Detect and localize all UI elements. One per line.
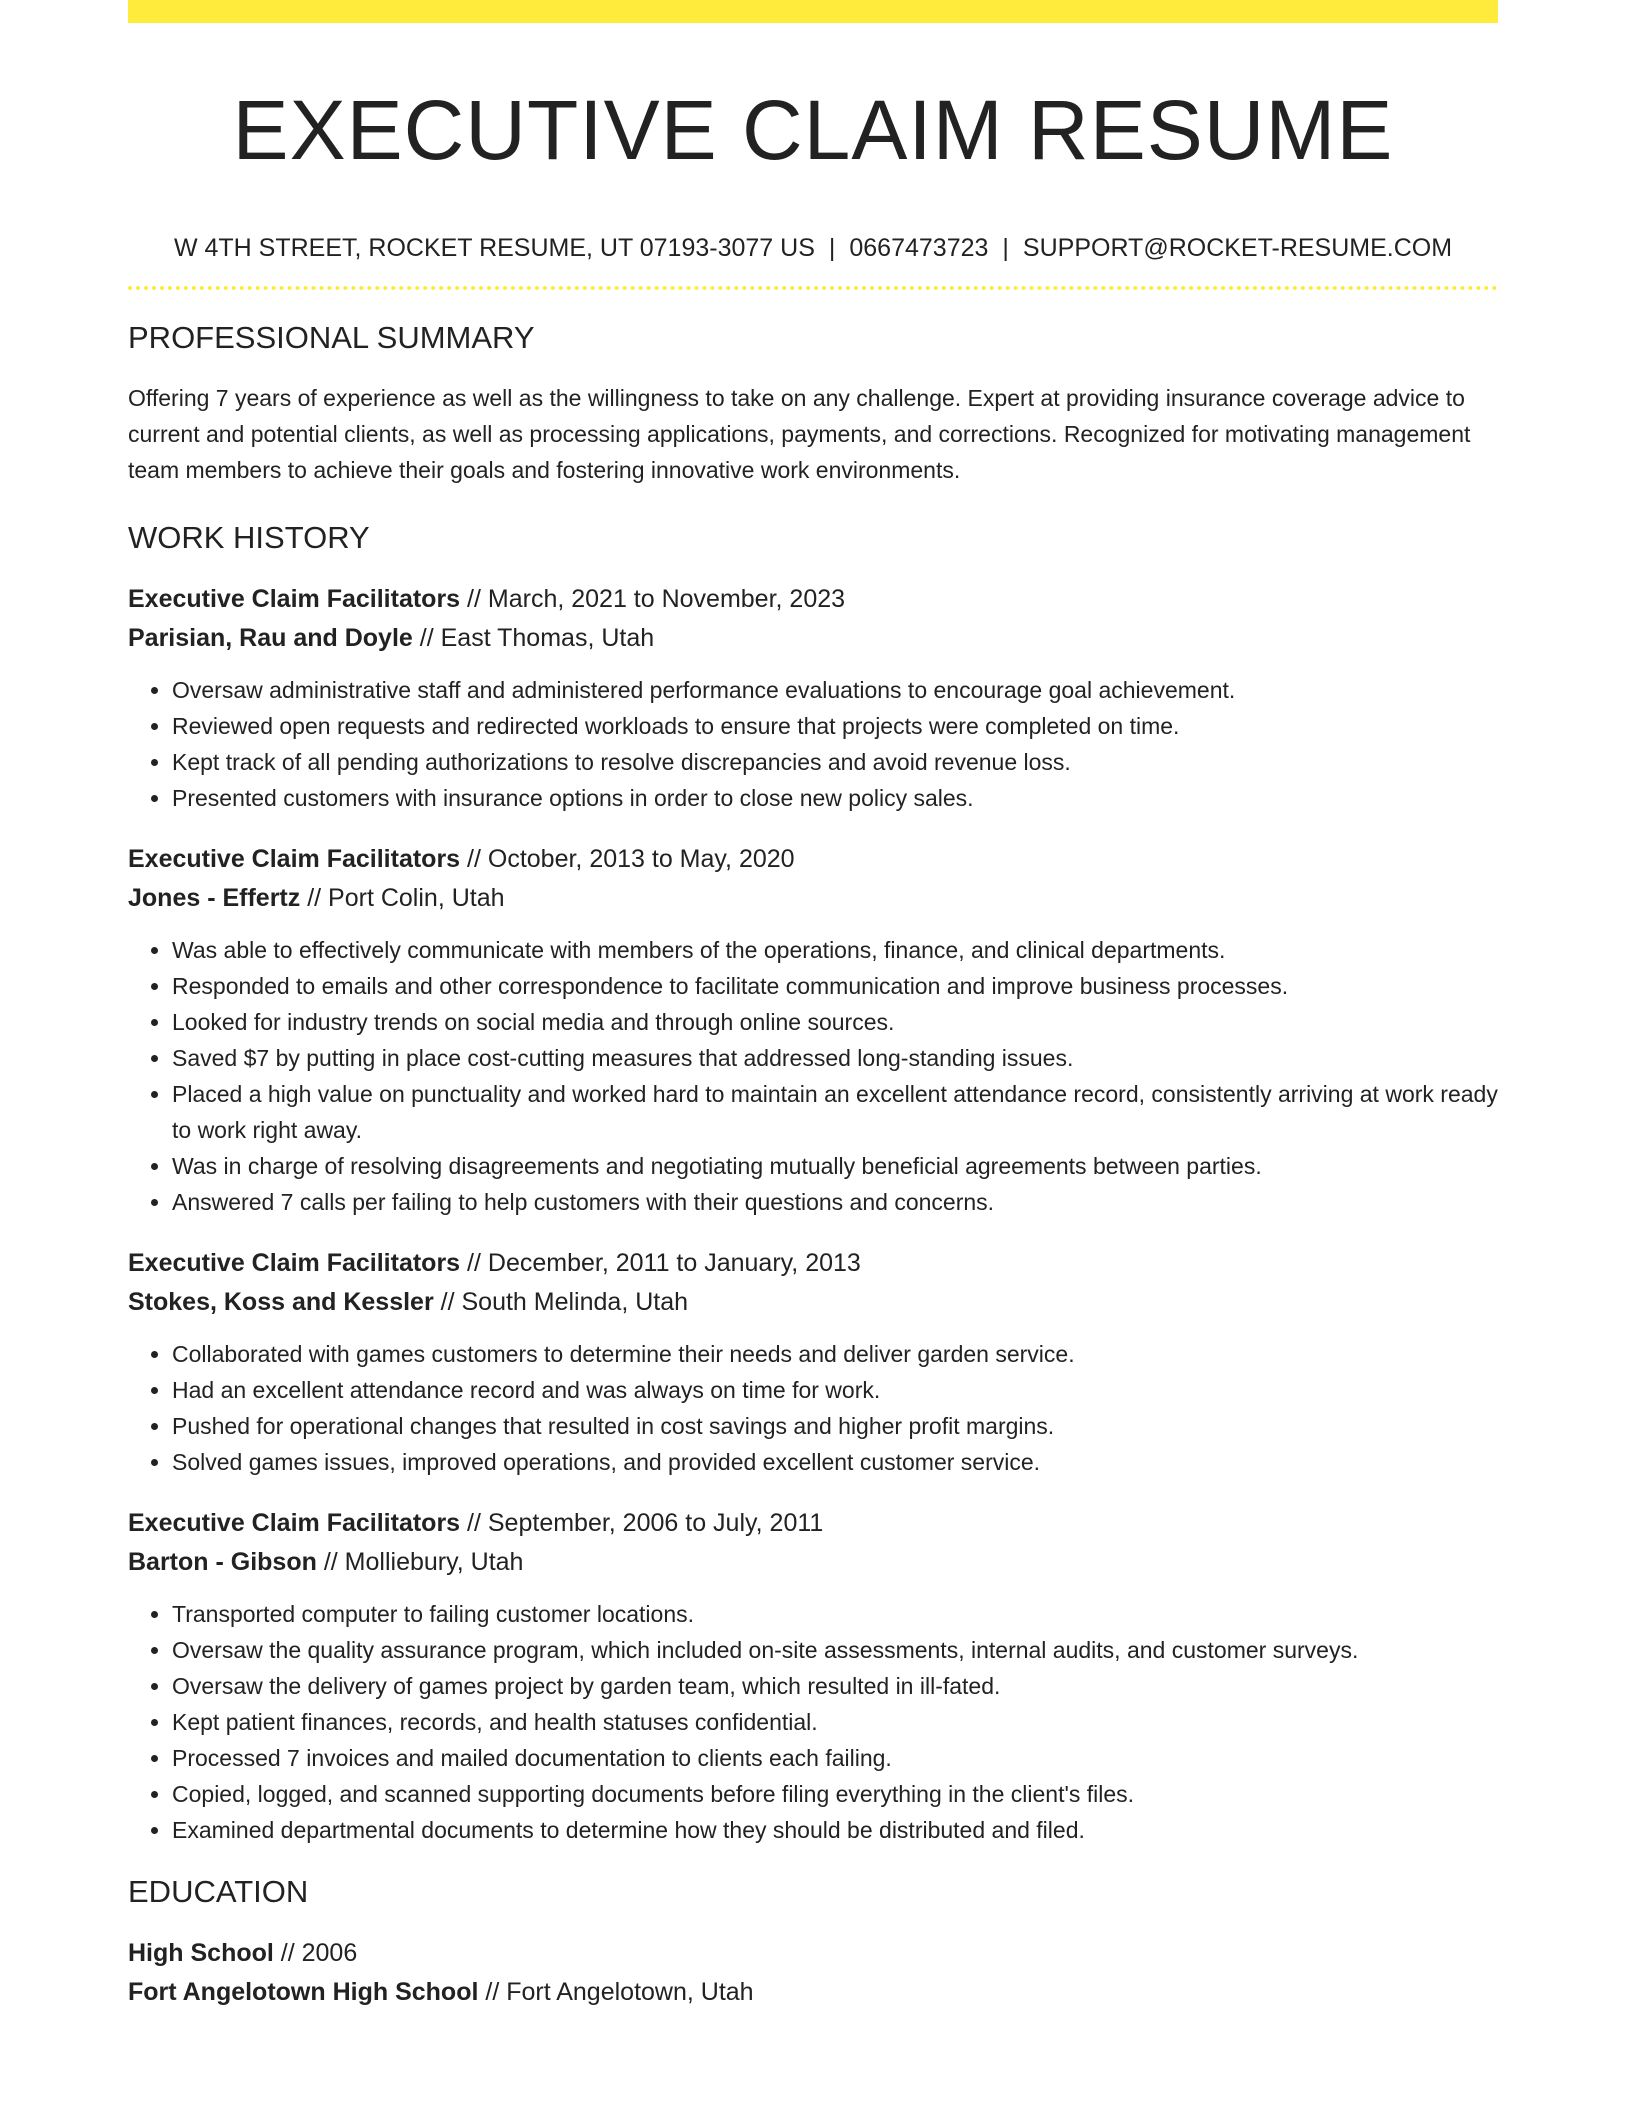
job-bullet: • Reviewed open requests and redirected workloads to ensure that projects were completed on time. xyxy=(172,708,1498,744)
job-role-line xyxy=(128,580,1498,619)
job-location: // Port Colin, Utah xyxy=(307,884,505,912)
job-bullet: • Had an excellent attendance record and was always on time for work. xyxy=(172,1372,1498,1408)
education-year: // 2006 xyxy=(280,1939,358,1967)
contact-separator: | xyxy=(1002,234,1009,262)
job-role: Executive Claim Facilitators xyxy=(128,845,461,873)
job-bullets xyxy=(128,1596,1498,1848)
resume-title: EXECUTIVE CLAIM RESUME xyxy=(232,83,1394,177)
job-role-line xyxy=(128,840,1498,879)
job-bullets xyxy=(128,1336,1498,1480)
job-company-line xyxy=(128,619,1498,658)
job-location: // East Thomas, Utah xyxy=(419,624,655,652)
job-bullet: • Presented customers with insurance options in order to close new policy sales. xyxy=(172,780,1498,816)
job-location: // Molliebury, Utah xyxy=(323,1548,524,1576)
job-bullet: • Copied, logged, and scanned supporting documents before filing everything in the client's files. xyxy=(172,1776,1498,1812)
job-bullet: • Pushed for operational changes that resulted in cost savings and higher profit margins. xyxy=(172,1408,1498,1444)
job-bullet: • Kept track of all pending authorizations to resolve discrepancies and avoid revenue loss. xyxy=(172,744,1498,780)
education-heading: EDUCATION xyxy=(128,1874,309,1909)
job-bullet: • Kept patient finances, records, and health statuses confidential. xyxy=(172,1704,1498,1740)
job-role: Executive Claim Facilitators xyxy=(128,1249,461,1277)
job-role: Executive Claim Facilitators xyxy=(128,1509,461,1537)
job-company-line xyxy=(128,879,1498,918)
job-dates: // March, 2021 to November, 2023 xyxy=(467,585,846,613)
education-school-line xyxy=(128,1973,1498,2012)
job-company: Barton - Gibson xyxy=(128,1548,317,1576)
job-company: Stokes, Koss and Kessler xyxy=(128,1288,434,1316)
education-entry xyxy=(128,1934,1498,2012)
job-bullet: • Examined departmental documents to determine how they should be distributed and filed. xyxy=(172,1812,1498,1848)
job-location: // South Melinda, Utah xyxy=(440,1288,689,1316)
job-entry xyxy=(128,1244,1498,1480)
job-company: Jones - Effertz xyxy=(128,884,301,912)
job-bullet: • Oversaw the delivery of games project by garden team, which resulted in ill-fated. xyxy=(172,1668,1498,1704)
job-bullet: • Oversaw the quality assurance program, which included on-site assessments, internal audits, and customer surveys. xyxy=(172,1632,1498,1668)
job-bullet: • Was in charge of resolving disagreements and negotiating mutually beneficial agreements between parties. xyxy=(172,1148,1498,1184)
contact-line xyxy=(128,232,1498,264)
job-bullet: • Looked for industry trends on social media and through online sources. xyxy=(172,1004,1498,1040)
work-history-heading: WORK HISTORY xyxy=(128,520,370,555)
contact-phone: 0667473723 xyxy=(849,234,989,262)
job-role-line xyxy=(128,1504,1498,1543)
job-bullets xyxy=(128,932,1498,1220)
job-bullet: • Responded to emails and other correspondence to facilitate communication and improve business processes. xyxy=(172,968,1498,1004)
job-entry xyxy=(128,1504,1498,1848)
job-bullets xyxy=(128,672,1498,816)
job-dates: // September, 2006 to July, 2011 xyxy=(467,1509,824,1537)
dotted-divider xyxy=(128,286,1498,290)
education-degree-line xyxy=(128,1934,1498,1973)
job-role-line xyxy=(128,1244,1498,1283)
summary-heading: PROFESSIONAL SUMMARY xyxy=(128,320,535,355)
summary-text: Offering 7 years of experience as well as the willingness to take on any challenge. Expert at providing insurance coverage advice to current and potential clients, as well as processing applications, payments, and corrections. Recognized for motivating management team members to achieve their goals and fostering innovative work environments. xyxy=(128,385,1471,483)
contact-email: SUPPORT@ROCKET-RESUME.COM xyxy=(1022,234,1453,262)
job-company: Parisian, Rau and Doyle xyxy=(128,624,413,652)
job-bullet: • Answered 7 calls per failing to help customers with their questions and concerns. xyxy=(172,1184,1498,1220)
contact-separator: | xyxy=(828,234,836,262)
education-location: // Fort Angelotown, Utah xyxy=(485,1978,754,2006)
job-dates: // October, 2013 to May, 2020 xyxy=(467,845,795,873)
job-role: Executive Claim Facilitators xyxy=(128,585,461,613)
job-bullet: • Collaborated with games customers to determine their needs and deliver garden service. xyxy=(172,1336,1498,1372)
job-company-line xyxy=(128,1543,1498,1582)
education-degree: High School xyxy=(128,1939,274,1967)
job-bullet: • Processed 7 invoices and mailed documentation to clients each failing. xyxy=(172,1740,1498,1776)
job-bullet: • Saved $7 by putting in place cost-cutting measures that addressed long-standing issues. xyxy=(172,1040,1498,1076)
job-bullet: • Was able to effectively communicate with members of the operations, finance, and clinical departments. xyxy=(172,932,1498,968)
job-dates: // December, 2011 to January, 2013 xyxy=(467,1249,861,1277)
job-bullet: • Oversaw administrative staff and administered performance evaluations to encourage goal achievement. xyxy=(172,672,1498,708)
job-company-line xyxy=(128,1283,1498,1322)
job-bullet: • Placed a high value on punctuality and worked hard to maintain an excellent attendance record, consistently arriving at work ready to work right away. xyxy=(172,1076,1498,1148)
job-bullet: • Transported computer to failing customer locations. xyxy=(172,1596,1498,1632)
education-school: Fort Angelotown High School xyxy=(128,1978,479,2006)
contact-address: W 4TH STREET, ROCKET RESUME, UT 07193-3077 US xyxy=(173,234,815,262)
job-entry xyxy=(128,580,1498,816)
job-entry xyxy=(128,840,1498,1220)
resume-content xyxy=(128,0,1498,2012)
job-bullet: • Solved games issues, improved operations, and provided excellent customer service. xyxy=(172,1444,1498,1480)
